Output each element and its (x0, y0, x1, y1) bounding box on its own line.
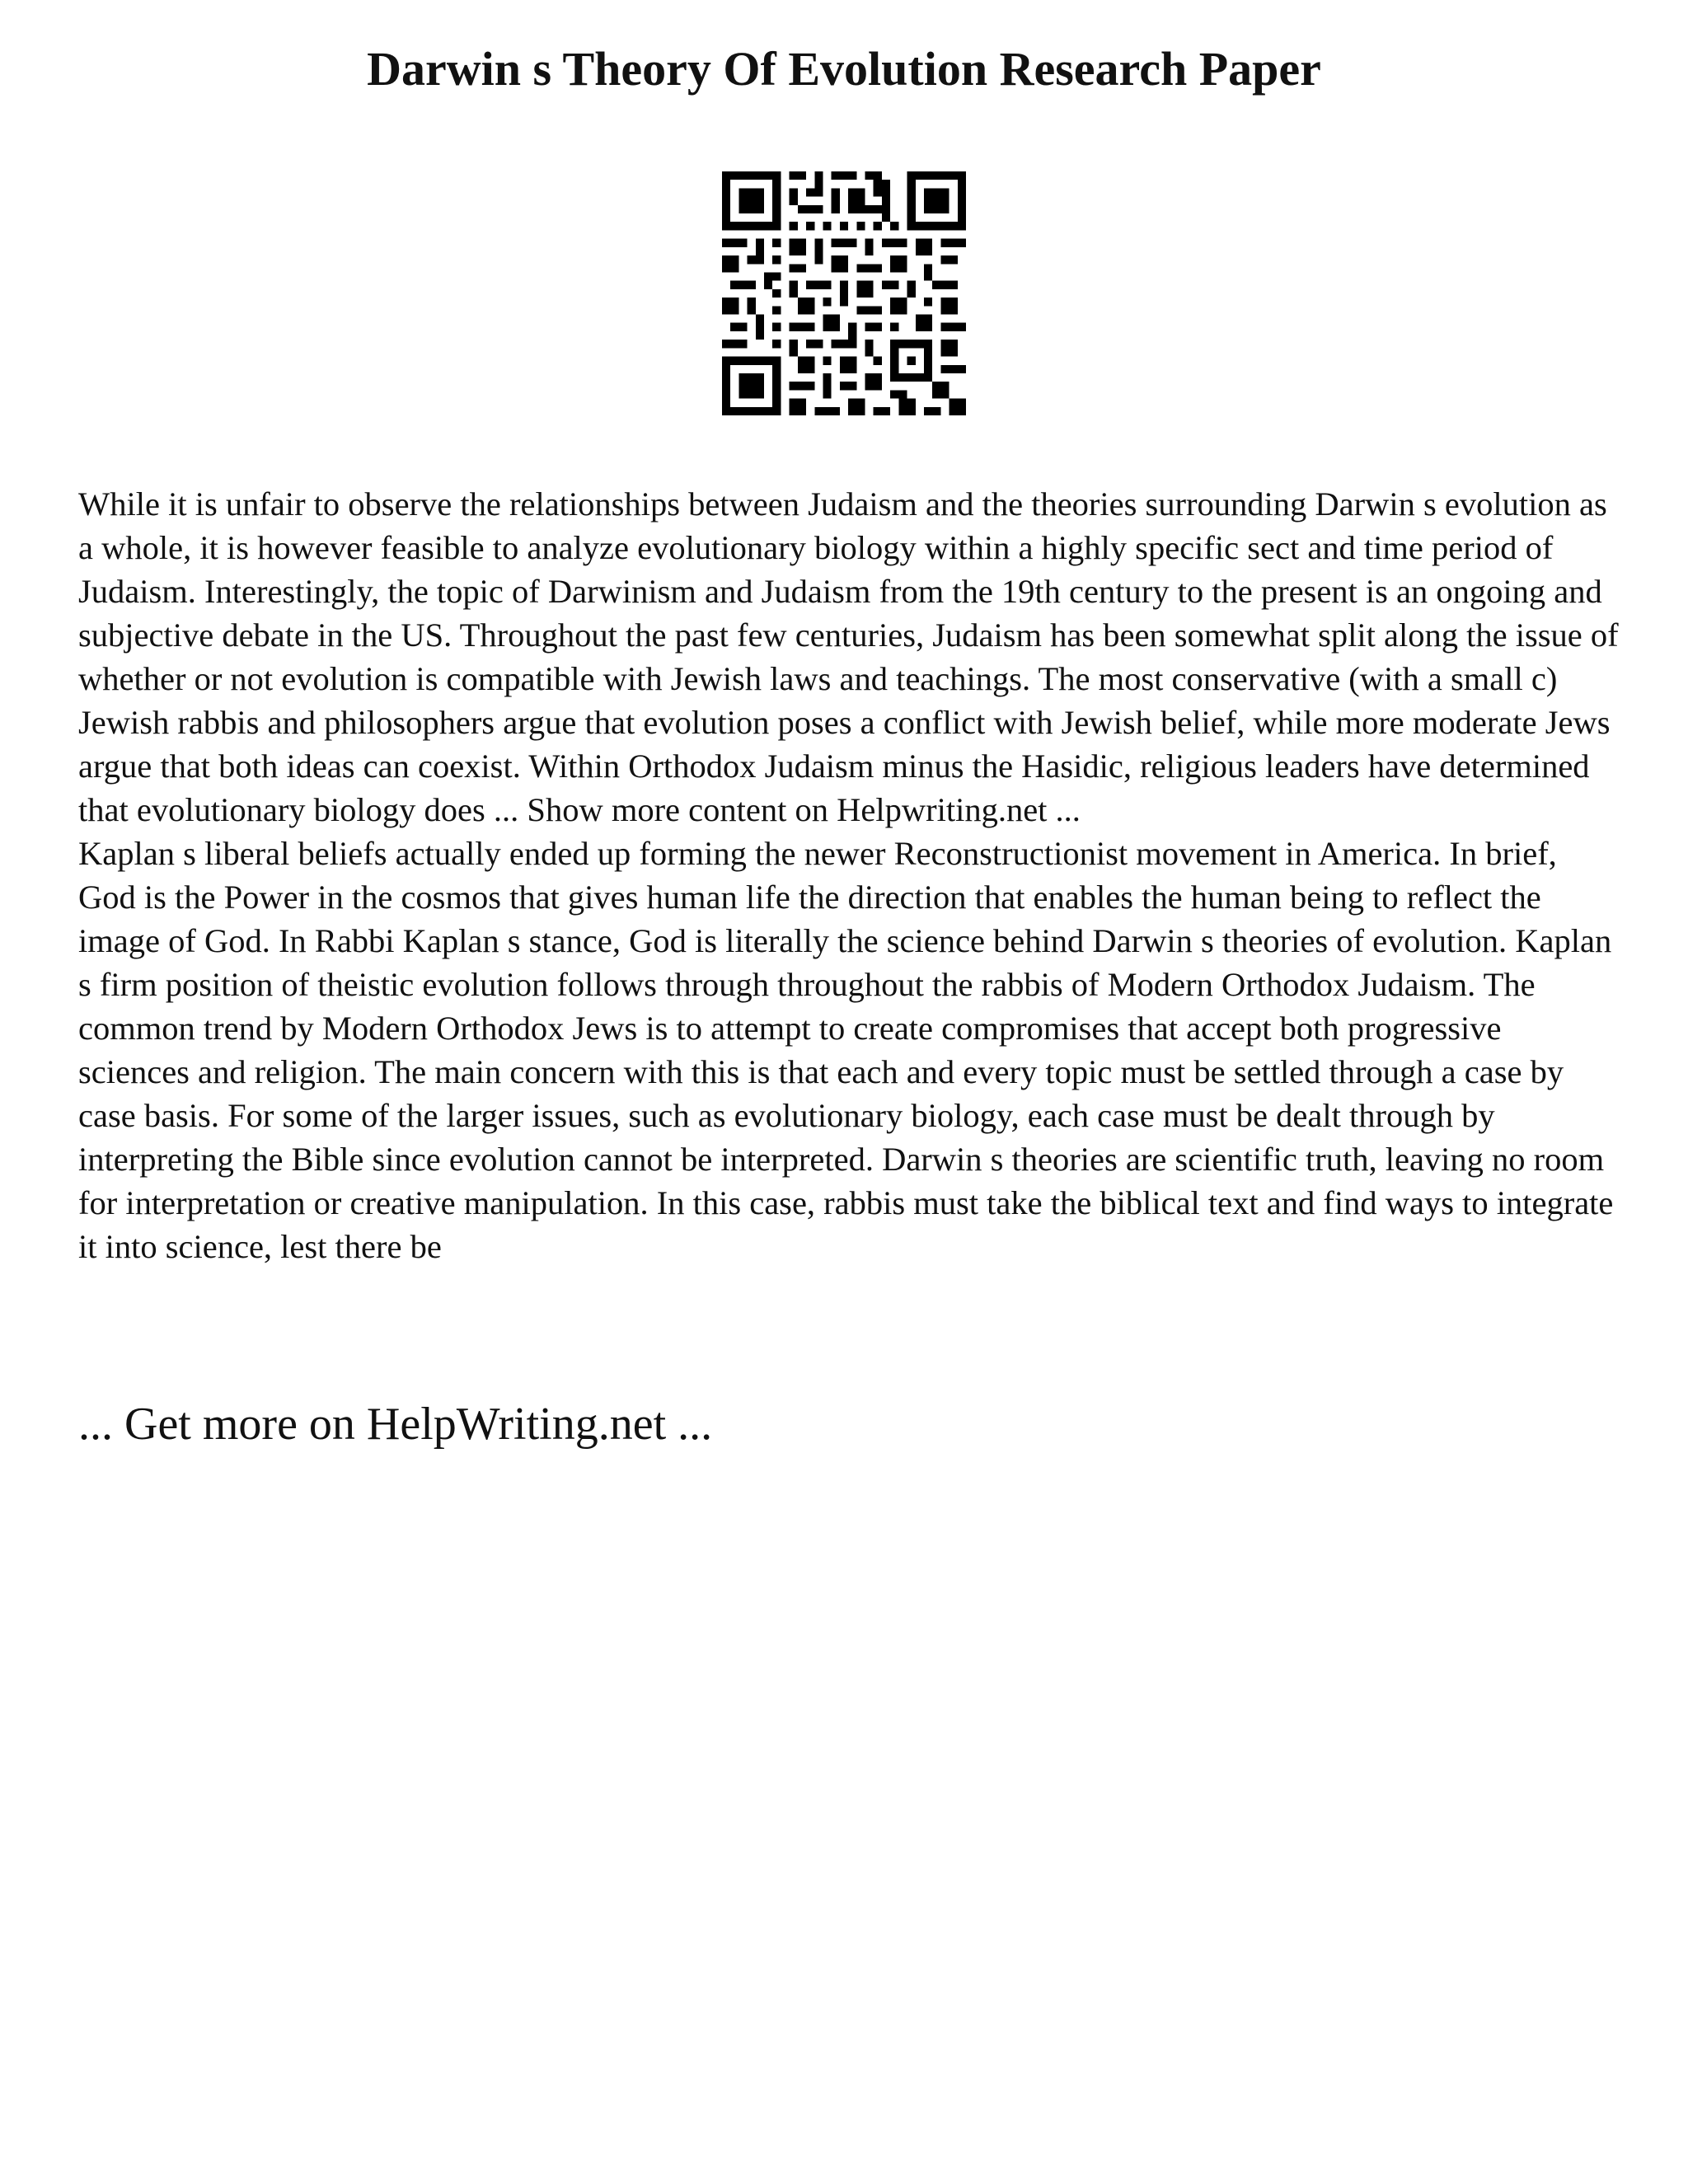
qr-code-icon[interactable] (722, 171, 966, 415)
get-more-link[interactable]: ... Get more on HelpWriting.net ... (78, 1399, 713, 1450)
article-body (78, 482, 1620, 1268)
paragraph-2: Kaplan s liberal beliefs actually ended up forming the newer Reconstructionist movement in America. In brief, God is the Power in the cosmos that gives human life the direction that enables the human being to reflect the image of God. In Rabbi Kaplan s stance, God is literally the science behind Darwin s theories of evolution. Kaplan s firm position of theistic evolution follows through throughout the rabbis of Modern Orthodox Judaism. The common trend by Modern Orthodox Jews is to attempt to create compromises that accept both progressive sciences and religion. The main concern with this is that each and every topic must be settled through a case by case basis. For some of the larger issues, such as evolutionary biology, each case must be dealt through by interpreting the Bible since evolution cannot be interpreted. Darwin s theories are scientific truth, leaving no room for interpretation or creative manipulation. In this case, rabbis must take the biblical text and find ways to integrate it into science, lest there be (78, 835, 1614, 1265)
paragraph-1: While it is unfair to observe the relationships between Judaism and the theories surrounding Darwin s evolution as a whole, it is however feasible to analyze evolutionary biology within a highly specific sect and time period of Judaism. Interestingly, the topic of Darwinism and Judaism from the 19th century to the present is an ongoing and subjective debate in the US. Throughout the past few centuries, Judaism has been somewhat split along the issue of whether or not evolution is compatible with Jewish laws and teachings. The most conservative (with a small c) Jewish rabbis and philosophers argue that evolution poses a conflict with Jewish belief, while more moderate Jews argue that both ideas can coexist. Within Orthodox Judaism minus the Hasidic, religious leaders have determined that evolutionary biology does ... Show more content on Helpwriting.net ... (78, 485, 1619, 828)
document-title: Darwin s Theory Of Evolution Research Paper (367, 42, 1321, 96)
